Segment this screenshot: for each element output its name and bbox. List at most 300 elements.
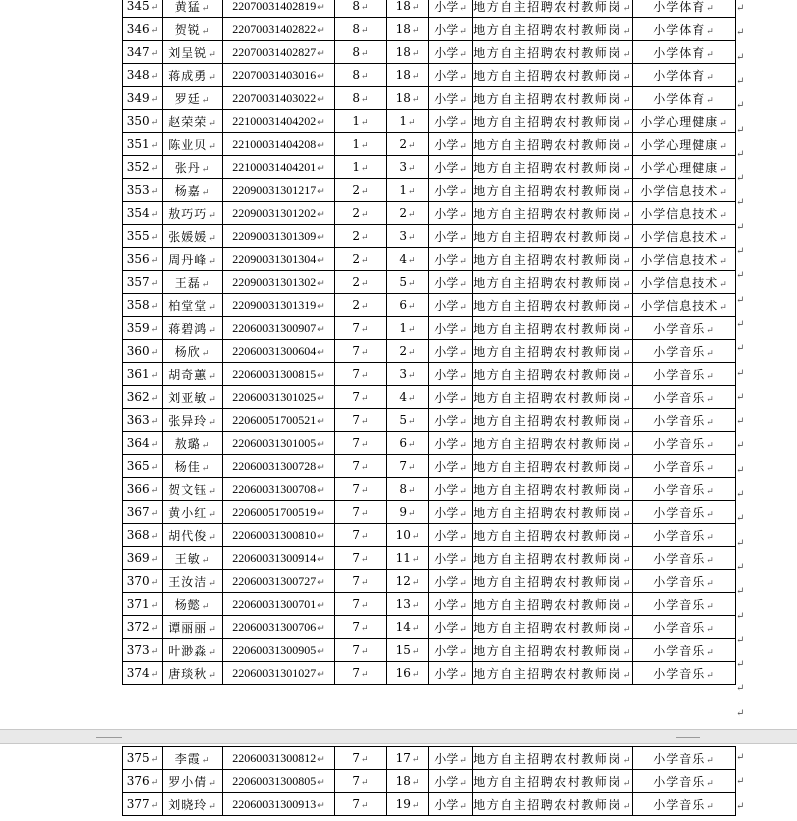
cell-row-number — [123, 478, 163, 501]
cell-exam-number — [223, 294, 335, 317]
subject-text: 小学音乐 — [653, 436, 706, 451]
subject-text: 小学心理健康 — [640, 137, 719, 152]
cell-subject — [633, 432, 736, 455]
row-end-mark: ↵ — [736, 294, 745, 306]
exam-number-text: 22060031300914 — [232, 550, 317, 565]
table-row — [123, 662, 736, 685]
paragraph-mark: ↵ — [622, 371, 632, 382]
cell-candidate-name — [163, 317, 223, 340]
cell-position-code — [335, 770, 387, 793]
paragraph-mark: ↵ — [622, 141, 632, 152]
table-row — [123, 271, 736, 294]
subject-text: 小学音乐 — [653, 666, 706, 681]
school-stage-text: 小学 — [434, 298, 459, 313]
paragraph-mark: ↵ — [408, 210, 416, 220]
paragraph-mark: ↵ — [411, 49, 420, 59]
paragraph-mark: ↵ — [622, 601, 632, 612]
paragraph-mark: ↵ — [408, 371, 416, 381]
table-row — [123, 317, 736, 340]
cell-exam-number — [223, 747, 335, 770]
paragraph-mark: ↵ — [622, 348, 632, 359]
paragraph-mark: ↵ — [459, 26, 467, 37]
paragraph-mark: ↵ — [361, 210, 369, 220]
row-number-text: 358 — [126, 298, 150, 312]
cell-subject — [633, 616, 736, 639]
table-row — [123, 409, 736, 432]
cell-position-code — [335, 501, 387, 524]
cell-rank — [387, 639, 429, 662]
cell-school-stage — [429, 271, 473, 294]
paragraph-mark: ↵ — [706, 532, 715, 543]
position-code-text: 7 — [352, 528, 361, 542]
cell-school-stage — [429, 662, 473, 685]
exam-number-text: 22090031301319 — [232, 297, 317, 312]
cell-candidate-name — [163, 87, 223, 110]
paragraph-mark: ↵ — [361, 755, 369, 765]
position-code-text: 1 — [352, 160, 361, 174]
table-row — [123, 202, 736, 225]
row-end-mark: ↵ — [736, 776, 745, 788]
rank-text: 2 — [399, 344, 408, 358]
row-number-text: 365 — [126, 459, 150, 473]
post-type-text: 地方自主招聘农村教师岗 — [473, 0, 622, 14]
paragraph-mark: ↵ — [719, 118, 728, 129]
paragraph-mark: ↵ — [208, 49, 217, 60]
candidate-name-text: 张异玲 — [168, 413, 208, 428]
table-row — [123, 639, 736, 662]
paragraph-mark: ↵ — [361, 141, 369, 151]
paragraph-mark: ↵ — [622, 647, 632, 658]
paragraph-mark: ↵ — [459, 210, 467, 221]
cell-subject — [633, 547, 736, 570]
paragraph-mark: ↵ — [208, 778, 217, 789]
cell-rank — [387, 18, 429, 41]
paragraph-mark: ↵ — [317, 668, 325, 679]
cell-subject — [633, 793, 736, 816]
cell-position-code — [335, 455, 387, 478]
cell-rank — [387, 570, 429, 593]
row-end-mark: ↵ — [736, 197, 745, 209]
cell-row-number — [123, 340, 163, 363]
subject-text: 小学音乐 — [653, 459, 706, 474]
cell-exam-number — [223, 225, 335, 248]
paragraph-mark: ↵ — [208, 371, 217, 382]
paragraph-mark: ↵ — [361, 486, 369, 496]
cell-position-code — [335, 363, 387, 386]
cell-post-type — [473, 202, 633, 225]
cell-position-code — [335, 662, 387, 685]
paragraph-mark: ↵ — [150, 187, 159, 197]
paragraph-mark: ↵ — [706, 647, 715, 658]
cell-exam-number — [223, 340, 335, 363]
school-stage-text: 小学 — [434, 620, 459, 635]
paragraph-mark: ↵ — [719, 256, 728, 267]
paragraph-mark: ↵ — [459, 555, 467, 566]
rank-text: 1 — [399, 114, 408, 128]
paragraph-mark: ↵ — [208, 670, 217, 681]
paragraph-mark: ↵ — [208, 532, 217, 543]
paragraph-mark: ↵ — [201, 440, 211, 451]
paragraph-mark: ↵ — [622, 72, 632, 83]
cell-school-stage — [429, 386, 473, 409]
cell-exam-number — [223, 363, 335, 386]
paragraph-mark: ↵ — [408, 279, 416, 289]
paragraph-mark: ↵ — [317, 323, 325, 334]
paragraph-mark: ↵ — [201, 555, 211, 566]
paragraph-mark: ↵ — [459, 233, 467, 244]
cell-position-code — [335, 248, 387, 271]
cell-row-number — [123, 524, 163, 547]
cell-position-code — [335, 793, 387, 816]
position-code-text: 2 — [352, 252, 361, 266]
cell-row-number — [123, 133, 163, 156]
row-end-mark: ↵ — [736, 800, 745, 812]
paragraph-mark: ↵ — [150, 164, 159, 174]
paragraph-mark: ↵ — [622, 555, 632, 566]
cell-school-stage — [429, 64, 473, 87]
cell-row-number — [123, 432, 163, 455]
paragraph-mark: ↵ — [706, 3, 715, 14]
subject-text: 小学体育 — [653, 45, 706, 60]
paragraph-mark: ↵ — [408, 509, 416, 519]
paragraph-mark: ↵ — [317, 346, 325, 357]
cell-rank — [387, 547, 429, 570]
paragraph-mark: ↵ — [719, 302, 728, 313]
exam-number-text: 22100031404201 — [232, 159, 317, 174]
school-stage-text: 小学 — [434, 528, 459, 543]
paragraph-mark: ↵ — [150, 624, 159, 634]
post-type-text: 地方自主招聘农村教师岗 — [473, 91, 622, 106]
cell-position-code — [335, 317, 387, 340]
paragraph-mark: ↵ — [361, 3, 369, 13]
paragraph-mark: ↵ — [208, 233, 217, 244]
paragraph-mark: ↵ — [201, 3, 211, 14]
exam-number-text: 22070031403016 — [232, 67, 317, 82]
school-stage-text: 小学 — [434, 505, 459, 520]
cell-school-stage — [429, 547, 473, 570]
row-end-mark: ↵ — [736, 100, 745, 112]
paragraph-mark: ↵ — [150, 801, 159, 811]
row-number-text: 356 — [126, 252, 150, 266]
paragraph-mark: ↵ — [361, 801, 369, 811]
table-row — [123, 41, 736, 64]
paragraph-mark: ↵ — [150, 256, 159, 266]
paragraph-mark: ↵ — [361, 647, 369, 657]
paragraph-mark: ↵ — [411, 26, 420, 36]
candidate-name-text: 陈业贝 — [168, 137, 208, 152]
school-stage-text: 小学 — [434, 551, 459, 566]
cell-position-code — [335, 294, 387, 317]
cell-subject — [633, 64, 736, 87]
paragraph-mark: ↵ — [361, 394, 369, 404]
paragraph-mark: ↵ — [706, 801, 715, 812]
cell-rank — [387, 793, 429, 816]
position-code-text: 8 — [352, 0, 361, 13]
cell-post-type — [473, 18, 633, 41]
cell-exam-number — [223, 179, 335, 202]
cell-post-type — [473, 455, 633, 478]
table-row — [123, 501, 736, 524]
exam-number-text: 22060031300913 — [232, 796, 317, 811]
row-end-mark: ↵ — [736, 27, 745, 39]
candidate-name-text: 赵荣荣 — [168, 114, 208, 129]
cell-school-stage — [429, 248, 473, 271]
paragraph-mark: ↵ — [706, 463, 715, 474]
candidate-name-text: 李霞 — [174, 751, 201, 766]
cell-row-number — [123, 294, 163, 317]
paragraph-mark: ↵ — [361, 440, 369, 450]
paragraph-mark: ↵ — [622, 233, 632, 244]
cell-rank — [387, 179, 429, 202]
cell-row-number — [123, 616, 163, 639]
paragraph-mark: ↵ — [622, 670, 632, 681]
cell-candidate-name — [163, 363, 223, 386]
crop-mark-right — [676, 737, 700, 738]
row-end-mark: ↵ — [736, 634, 745, 646]
cell-post-type — [473, 616, 633, 639]
paragraph-mark: ↵ — [622, 486, 632, 497]
cell-school-stage — [429, 793, 473, 816]
paragraph-mark: ↵ — [459, 279, 467, 290]
paragraph-mark: ↵ — [459, 141, 467, 152]
cell-position-code — [335, 570, 387, 593]
exam-number-text: 22060031300728 — [232, 458, 317, 473]
exam-number-text: 22100031404202 — [232, 113, 317, 128]
paragraph-mark: ↵ — [408, 187, 416, 197]
subject-text: 小学音乐 — [653, 643, 706, 658]
paragraph-mark: ↵ — [317, 507, 325, 518]
paragraph-mark: ↵ — [459, 394, 467, 405]
rank-text: 18 — [395, 45, 411, 59]
subject-text: 小学体育 — [653, 68, 706, 83]
position-code-text: 7 — [352, 390, 361, 404]
position-code-text: 7 — [352, 620, 361, 634]
cell-post-type — [473, 87, 633, 110]
table-row — [123, 616, 736, 639]
cell-exam-number — [223, 110, 335, 133]
cell-subject — [633, 478, 736, 501]
cell-rank — [387, 41, 429, 64]
cell-rank — [387, 593, 429, 616]
subject-text: 小学音乐 — [653, 597, 706, 612]
cell-subject — [633, 18, 736, 41]
cell-exam-number — [223, 409, 335, 432]
paragraph-mark: ↵ — [622, 801, 632, 812]
paragraph-mark: ↵ — [208, 647, 217, 658]
paragraph-mark: ↵ — [201, 755, 211, 766]
cell-row-number — [123, 18, 163, 41]
cell-exam-number — [223, 547, 335, 570]
table-row — [123, 770, 736, 793]
cell-post-type — [473, 179, 633, 202]
paragraph-mark: ↵ — [706, 371, 715, 382]
cell-row-number — [123, 110, 163, 133]
paragraph-mark: ↵ — [361, 578, 369, 588]
cell-subject — [633, 248, 736, 271]
exam-number-text: 22060031300815 — [232, 366, 317, 381]
paragraph-mark: ↵ — [361, 670, 369, 680]
table-row — [123, 18, 736, 41]
post-type-text: 地方自主招聘农村教师岗 — [473, 160, 622, 175]
cell-subject — [633, 501, 736, 524]
paragraph-mark: ↵ — [411, 578, 420, 588]
paragraph-mark: ↵ — [719, 141, 728, 152]
subject-text: 小学音乐 — [653, 774, 706, 789]
cell-candidate-name — [163, 41, 223, 64]
cell-row-number — [123, 179, 163, 202]
cell-post-type — [473, 662, 633, 685]
paragraph-mark: ↵ — [150, 532, 159, 542]
row-end-mark: ↵ — [736, 416, 745, 428]
post-type-text: 地方自主招聘农村教师岗 — [473, 298, 622, 313]
paragraph-mark: ↵ — [361, 348, 369, 358]
paragraph-mark: ↵ — [622, 256, 632, 267]
table-row — [123, 294, 736, 317]
paragraph-mark: ↵ — [408, 440, 416, 450]
position-code-text: 7 — [352, 774, 361, 788]
row-end-mark: ↵ — [736, 343, 745, 355]
cell-row-number — [123, 547, 163, 570]
row-number-text: 351 — [126, 137, 150, 151]
cell-school-stage — [429, 455, 473, 478]
cell-school-stage — [429, 524, 473, 547]
school-stage-text: 小学 — [434, 797, 459, 812]
post-type-text: 地方自主招聘农村教师岗 — [473, 597, 622, 612]
paragraph-mark: ↵ — [317, 185, 325, 196]
cell-post-type — [473, 133, 633, 156]
post-type-text: 地方自主招聘农村教师岗 — [473, 574, 622, 589]
cell-post-type — [473, 501, 633, 524]
exam-number-text: 22100031404208 — [232, 136, 317, 151]
cell-school-stage — [429, 340, 473, 363]
cell-subject — [633, 524, 736, 547]
subject-text: 小学音乐 — [653, 413, 706, 428]
cell-position-code — [335, 409, 387, 432]
table-row — [123, 248, 736, 271]
candidate-name-text: 刘呈锐 — [168, 45, 208, 60]
paragraph-mark: ↵ — [317, 799, 325, 810]
paragraph-mark: ↵ — [459, 509, 467, 520]
post-type-text: 地方自主招聘农村教师岗 — [473, 206, 622, 221]
cell-position-code — [335, 478, 387, 501]
row-number-text: 355 — [126, 229, 150, 243]
paragraph-mark: ↵ — [317, 70, 325, 81]
cell-school-stage — [429, 501, 473, 524]
exam-number-text: 22060031301025 — [232, 389, 317, 404]
rank-text: 18 — [395, 774, 411, 788]
cell-exam-number — [223, 64, 335, 87]
paragraph-mark: ↵ — [622, 95, 632, 106]
paragraph-mark: ↵ — [622, 325, 632, 336]
row-number-text: 367 — [126, 505, 150, 519]
paragraph-mark: ↵ — [459, 486, 467, 497]
cell-rank — [387, 432, 429, 455]
cell-row-number — [123, 64, 163, 87]
cell-candidate-name — [163, 547, 223, 570]
cell-rank — [387, 340, 429, 363]
position-code-text: 7 — [352, 797, 361, 811]
cell-row-number — [123, 409, 163, 432]
rank-text: 13 — [395, 597, 411, 611]
cell-exam-number — [223, 133, 335, 156]
candidate-name-text: 张丹 — [174, 160, 201, 175]
exam-number-text: 22060031300812 — [232, 750, 317, 765]
paragraph-mark: ↵ — [361, 95, 369, 105]
cell-row-number — [123, 455, 163, 478]
exam-number-text: 22090031301304 — [232, 251, 317, 266]
table-row — [123, 133, 736, 156]
position-code-text: 1 — [352, 137, 361, 151]
paragraph-mark: ↵ — [317, 576, 325, 587]
table-row — [123, 87, 736, 110]
row-number-text: 359 — [126, 321, 150, 335]
paragraph-mark: ↵ — [150, 72, 159, 82]
paragraph-mark: ↵ — [622, 3, 632, 14]
rank-text: 18 — [395, 22, 411, 36]
rank-text: 6 — [399, 298, 408, 312]
school-stage-text: 小学 — [434, 482, 459, 497]
paragraph-mark: ↵ — [408, 348, 416, 358]
school-stage-text: 小学 — [434, 68, 459, 83]
paragraph-mark: ↵ — [706, 509, 715, 520]
paragraph-mark: ↵ — [150, 778, 159, 788]
cell-position-code — [335, 202, 387, 225]
position-code-text: 7 — [352, 643, 361, 657]
cell-post-type — [473, 747, 633, 770]
position-code-text: 7 — [352, 367, 361, 381]
cell-subject — [633, 0, 736, 18]
post-type-text: 地方自主招聘农村教师岗 — [473, 229, 622, 244]
cell-post-type — [473, 340, 633, 363]
candidate-name-text: 贺锐 — [174, 22, 201, 37]
cell-post-type — [473, 478, 633, 501]
paragraph-mark: ↵ — [622, 440, 632, 451]
rank-text: 8 — [399, 482, 408, 496]
post-type-text: 地方自主招聘农村教师岗 — [473, 68, 622, 83]
paragraph-mark: ↵ — [150, 348, 159, 358]
post-type-text: 地方自主招聘农村教师岗 — [473, 321, 622, 336]
cell-rank — [387, 87, 429, 110]
cell-school-stage — [429, 639, 473, 662]
subject-text: 小学音乐 — [653, 505, 706, 520]
subject-text: 小学音乐 — [653, 367, 706, 382]
table-row — [123, 64, 736, 87]
paragraph-mark: ↵ — [706, 72, 715, 83]
cell-school-stage — [429, 133, 473, 156]
post-type-text: 地方自主招聘农村教师岗 — [473, 505, 622, 520]
paragraph-mark: ↵ — [622, 417, 632, 428]
paragraph-mark: ↵ — [150, 486, 159, 496]
paragraph-mark: ↵ — [622, 187, 632, 198]
paragraph-mark: ↵ — [150, 394, 159, 404]
paragraph-mark: ↵ — [459, 3, 467, 14]
paragraph-mark: ↵ — [622, 279, 632, 290]
cell-rank — [387, 386, 429, 409]
paragraph-mark: ↵ — [706, 348, 715, 359]
paragraph-mark: ↵ — [408, 141, 416, 151]
paragraph-mark: ↵ — [317, 162, 325, 173]
table-row — [123, 386, 736, 409]
candidate-name-text: 谭丽丽 — [168, 620, 208, 635]
school-stage-text: 小学 — [434, 22, 459, 37]
school-stage-text: 小学 — [434, 413, 459, 428]
cell-row-number — [123, 639, 163, 662]
school-stage-text: 小学 — [434, 137, 459, 152]
paragraph-mark: ↵ — [317, 599, 325, 610]
row-number-text: 374 — [126, 666, 150, 680]
paragraph-mark: ↵ — [201, 26, 211, 37]
paragraph-mark: ↵ — [317, 369, 325, 380]
